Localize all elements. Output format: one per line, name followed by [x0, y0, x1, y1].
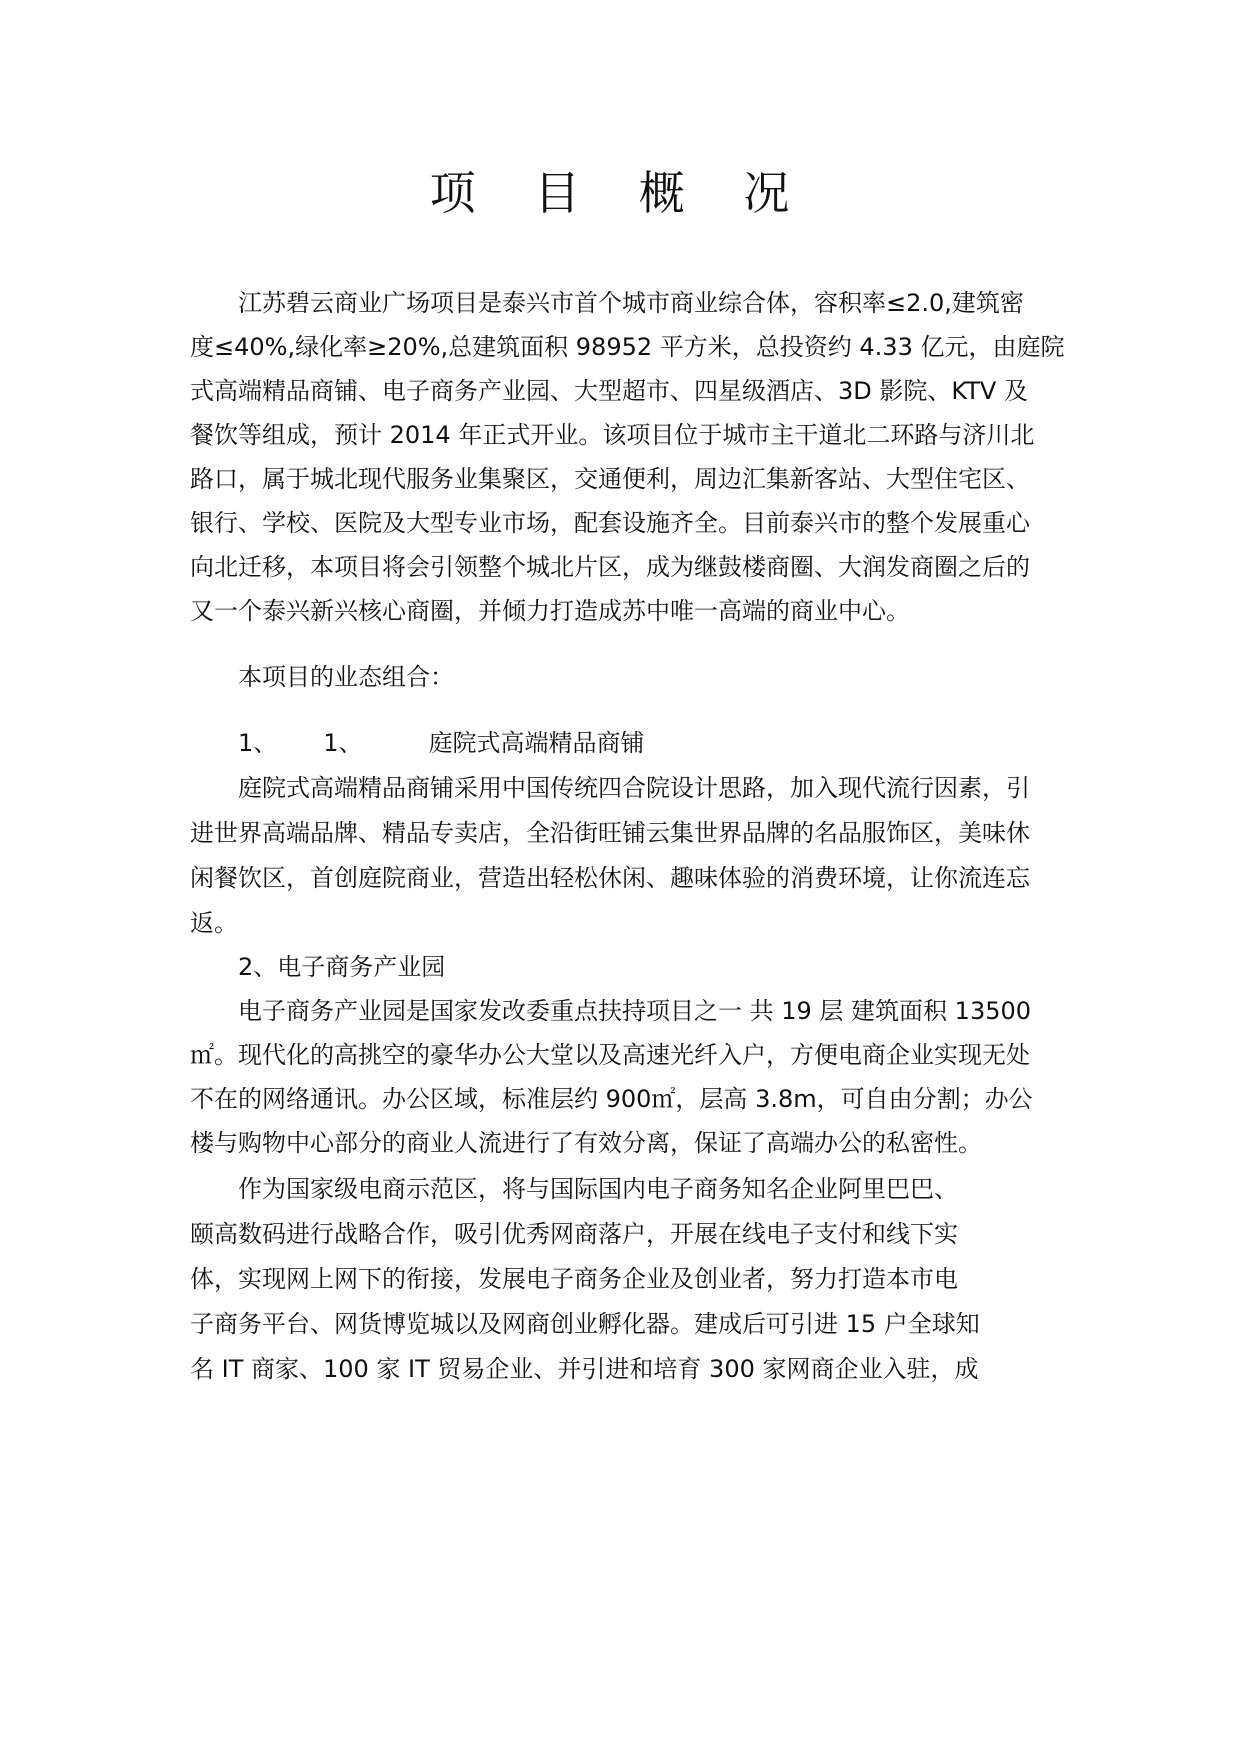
section2-paragraph2-line: 名 IT 商家、100 家 IT 贸易企业、并引进和培育 300 家网商企业入驻，成	[190, 1355, 979, 1383]
intro-line: 又一个泰兴新兴核心商圈，并倾力打造成苏中唯一高端的商业中心。	[190, 597, 910, 625]
section1-line: 进世界高端品牌、精品专卖店，全沿街旺铺云集世界品牌的名品服饰区，美味休	[190, 819, 1030, 847]
section2-paragraph2-line: 作为国家级电商示范区，将与国际国内电子商务知名企业阿里巴巴、	[238, 1175, 958, 1203]
intro-line: 江苏碧云商业广场项目是泰兴市首个城市商业综合体，容积率≤2.0,建筑密	[238, 289, 1024, 317]
section1-line: 庭院式高端精品商铺采用中国传统四合院设计思路，加入现代流行因素，引	[238, 774, 1030, 802]
section2-line: ㎡。现代化的高挑空的豪华办公大堂以及高速光纤入户，方便电商企业实现无处	[190, 1041, 1030, 1069]
intro-line: 度≤40%,绿化率≥20%,总建筑面积 98952 平方米，总投资约 4.33 亿元，由庭院	[190, 333, 1065, 361]
intro-line: 式高端精品商铺、电子商务产业园、大型超市、四星级酒店、3D 影院、KTV 及	[190, 377, 1028, 405]
format-heading: 本项目的业态组合：	[238, 663, 454, 691]
section2-paragraph2-line: 颐高数码进行战略合作，吸引优秀网商落户，开展在线电子支付和线下实	[190, 1220, 958, 1248]
intro-line: 路口，属于城北现代服务业集聚区，交通便利，周边汇集新客站、大型住宅区、	[190, 465, 1030, 493]
section2-paragraph2-line: 体，实现网上网下的衔接，发展电子商务企业及创业者，努力打造本市电	[190, 1265, 958, 1293]
section1-line: 返。	[190, 909, 238, 937]
section1-number-a: 1、	[238, 729, 278, 757]
section1-heading	[238, 718, 1118, 768]
section1-number-b: 1、	[323, 729, 363, 757]
section2-heading: 2、电子商务产业园	[238, 953, 446, 981]
section2-line: 电子商务产业园是国家发改委重点扶持项目之一 共 19 层 建筑面积 13500	[238, 997, 1032, 1025]
section1-title: 庭院式高端精品商铺	[428, 729, 645, 757]
section2-line: 不在的网络通讯。办公区域，标准层约 900㎡，层高 3.8m，可自由分割；办公	[190, 1085, 1033, 1113]
intro-line: 银行、学校、医院及大型专业市场，配套设施齐全。目前泰兴市的整个发展重心	[190, 509, 1030, 537]
section1-line: 闲餐饮区，首创庭院商业，营造出轻松休闲、趣味体验的消费环境，让你流连忘	[190, 864, 1030, 892]
section2-line: 楼与购物中心部分的商业人流进行了有效分离，保证了高端办公的私密性。	[190, 1129, 982, 1157]
intro-line: 向北迁移，本项目将会引领整个城北片区，成为继鼓楼商圈、大润发商圈之后的	[190, 553, 1030, 581]
intro-line: 餐饮等组成，预计 2014 年正式开业。该项目位于城市主干道北二环路与济川北	[190, 421, 1035, 449]
page-title: 项 目 概 况	[429, 166, 812, 220]
section2-paragraph2-line: 子商务平台、网货博览城以及网商创业孵化器。建成后可引进 15 户全球知	[190, 1310, 980, 1338]
